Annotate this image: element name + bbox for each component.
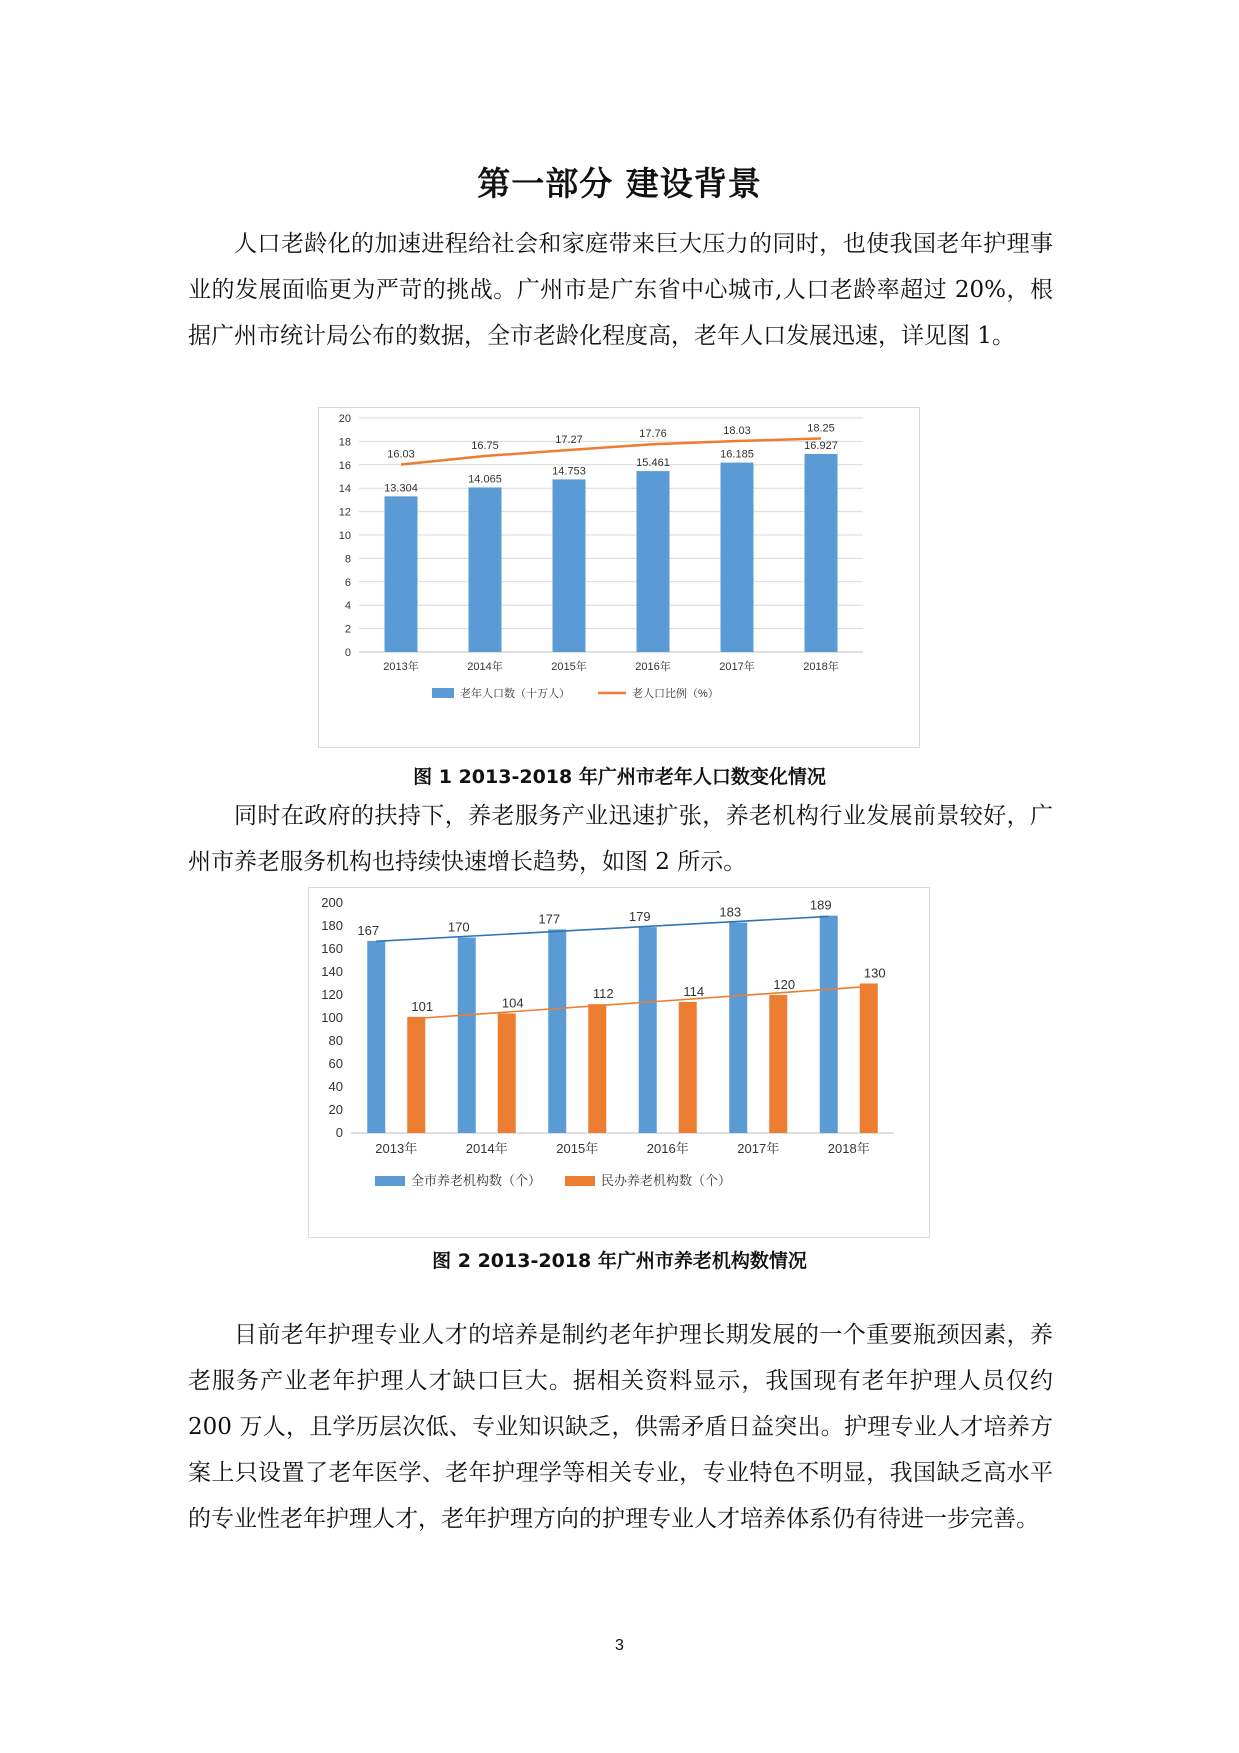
bar-series-1 (639, 927, 657, 1133)
chart-elderly-care-institutions (309, 888, 929, 1237)
y-tick-label: 6 (344, 576, 351, 589)
x-tick-label: 2017年 (719, 661, 755, 673)
data-label: 16.927 (804, 439, 838, 452)
data-label: 14.065 (468, 473, 502, 486)
x-tick-label: 2013年 (383, 661, 419, 673)
legend-label: 老人口比例（%） (632, 688, 719, 700)
bar-series-2 (588, 1004, 606, 1133)
legend-label: 老年人口数（十万人） (460, 688, 570, 700)
y-tick-label: 16 (338, 459, 351, 472)
bar-series-1 (548, 929, 566, 1133)
bar-series-2 (679, 1002, 697, 1133)
bar-series-1 (637, 471, 670, 652)
line-data-label: 17.76 (639, 428, 667, 441)
paragraph-institution-growth: 同时在政府的扶持下，养老服务产业迅速扩张，养老机构行业发展前景较好，广州市养老服务机构也持续快速增长趋势，如图 2 所示。 (188, 803, 1053, 875)
bar-series-1 (367, 941, 385, 1133)
paragraph-aging-pressure: 人口老龄化的加速进程给社会和家庭带来巨大压力的同时，也使我国老年护理事业的发展面临更为严苛的挑战。广州市是广东省中心城市,人口老龄率超过 20%，根据广州市统计局公布的数据，全市老龄化程度高，老年人口发展迅速，详见图 1。 (188, 231, 1053, 349)
bar-series-1 (729, 923, 747, 1133)
data-label: 130 (863, 965, 886, 981)
y-tick-label: 40 (328, 1079, 343, 1094)
x-tick-label: 2017年 (737, 1141, 780, 1156)
y-tick-label: 80 (328, 1033, 343, 1048)
x-tick-label: 2018年 (827, 1141, 870, 1156)
y-tick-label: 12 (338, 506, 351, 519)
legend-swatch (432, 688, 454, 698)
data-label: 189 (809, 897, 832, 913)
data-label: 179 (628, 909, 651, 925)
y-tick-label: 8 (344, 553, 351, 566)
line-data-label: 16.75 (471, 440, 499, 453)
section-heading: 第一部分 建设背景 (477, 164, 762, 203)
series-line (401, 438, 821, 464)
bar-series-2 (498, 1013, 516, 1133)
data-label: 183 (719, 904, 742, 920)
bar-series-1 (553, 479, 586, 652)
y-tick-label: 180 (321, 918, 343, 933)
legend-label: 民办养老机构数（个） (601, 1173, 732, 1188)
x-tick-label: 2016年 (646, 1141, 689, 1156)
x-tick-label: 2015年 (556, 1141, 599, 1156)
bar-series-2 (407, 1017, 425, 1133)
paragraph-talent-shortage: 目前老年护理专业人才的培养是制约老年护理长期发展的一个重要瓶颈因素，养老服务产业老年护理人才缺口巨大。据相关资料显示，我国现有老年护理人员仅约 200 万人，且学历层次低、专业知识缺乏，供需矛盾日益突出。护理专业人才培养方案上只设置了老年医学、老年护理学等相关专业，专业特色不明显，我国缺乏高水平的专业性老年护理人才，老年护理方向的护理专业人才培养体系仍有待进一步完善。 (188, 1322, 1053, 1532)
figure-2-chart (308, 887, 930, 1238)
legend-swatch (565, 1176, 595, 1186)
x-tick-label: 2016年 (635, 661, 671, 673)
data-label: 14.753 (552, 465, 586, 478)
x-tick-label: 2018年 (803, 661, 839, 673)
y-tick-label: 20 (338, 413, 351, 425)
data-label: 177 (538, 911, 561, 927)
data-label: 16.185 (720, 448, 754, 461)
data-label: 15.461 (636, 457, 670, 470)
legend-label: 全市养老机构数（个） (411, 1173, 542, 1188)
y-tick-label: 4 (344, 600, 351, 613)
y-tick-label: 160 (321, 941, 343, 956)
y-tick-label: 20 (328, 1102, 343, 1117)
y-tick-label: 120 (321, 987, 343, 1002)
bar-series-1 (458, 938, 476, 1134)
y-tick-label: 18 (338, 436, 351, 449)
legend-swatch (375, 1176, 405, 1186)
data-label: 120 (773, 977, 796, 992)
bar-series-2 (769, 995, 787, 1133)
trendline (376, 916, 829, 941)
data-label: 101 (411, 998, 434, 1014)
y-tick-label: 2 (344, 623, 351, 636)
line-data-label: 18.25 (807, 422, 835, 435)
bar-series-2 (860, 984, 878, 1134)
data-label: 104 (501, 995, 524, 1011)
y-tick-label: 140 (321, 964, 343, 979)
bar-series-1 (820, 916, 838, 1133)
x-tick-label: 2015年 (551, 661, 587, 673)
line-data-label: 16.03 (387, 448, 415, 461)
page-number: 3 (615, 1637, 624, 1654)
y-tick-label: 10 (338, 530, 351, 542)
bar-series-1 (805, 454, 838, 652)
bar-series-1 (721, 463, 754, 652)
line-data-label: 17.27 (555, 433, 583, 446)
data-label: 13.304 (384, 482, 418, 495)
bar-series-1 (469, 487, 502, 652)
y-tick-label: 100 (321, 1010, 343, 1025)
x-tick-label: 2014年 (467, 661, 503, 673)
data-label: 112 (592, 986, 614, 1002)
x-tick-label: 2013年 (375, 1141, 418, 1156)
y-tick-label: 200 (321, 895, 343, 910)
data-label: 170 (447, 919, 470, 935)
figure-1-chart (318, 407, 920, 748)
y-tick-label: 0 (335, 1125, 343, 1140)
figure-2-caption: 图 2 2013-2018 年广州市养老机构数情况 (432, 1250, 807, 1272)
chart-elderly-population (319, 408, 919, 747)
y-tick-label: 0 (344, 647, 351, 659)
line-data-label: 18.03 (723, 425, 751, 438)
y-tick-label: 60 (328, 1056, 343, 1071)
data-label: 114 (683, 983, 705, 999)
figure-1-caption: 图 1 2013-2018 年广州市老年人口数变化情况 (413, 766, 826, 788)
bar-series-1 (385, 496, 418, 652)
y-tick-label: 14 (338, 483, 351, 496)
data-label: 167 (357, 922, 380, 938)
x-tick-label: 2014年 (465, 1141, 508, 1156)
